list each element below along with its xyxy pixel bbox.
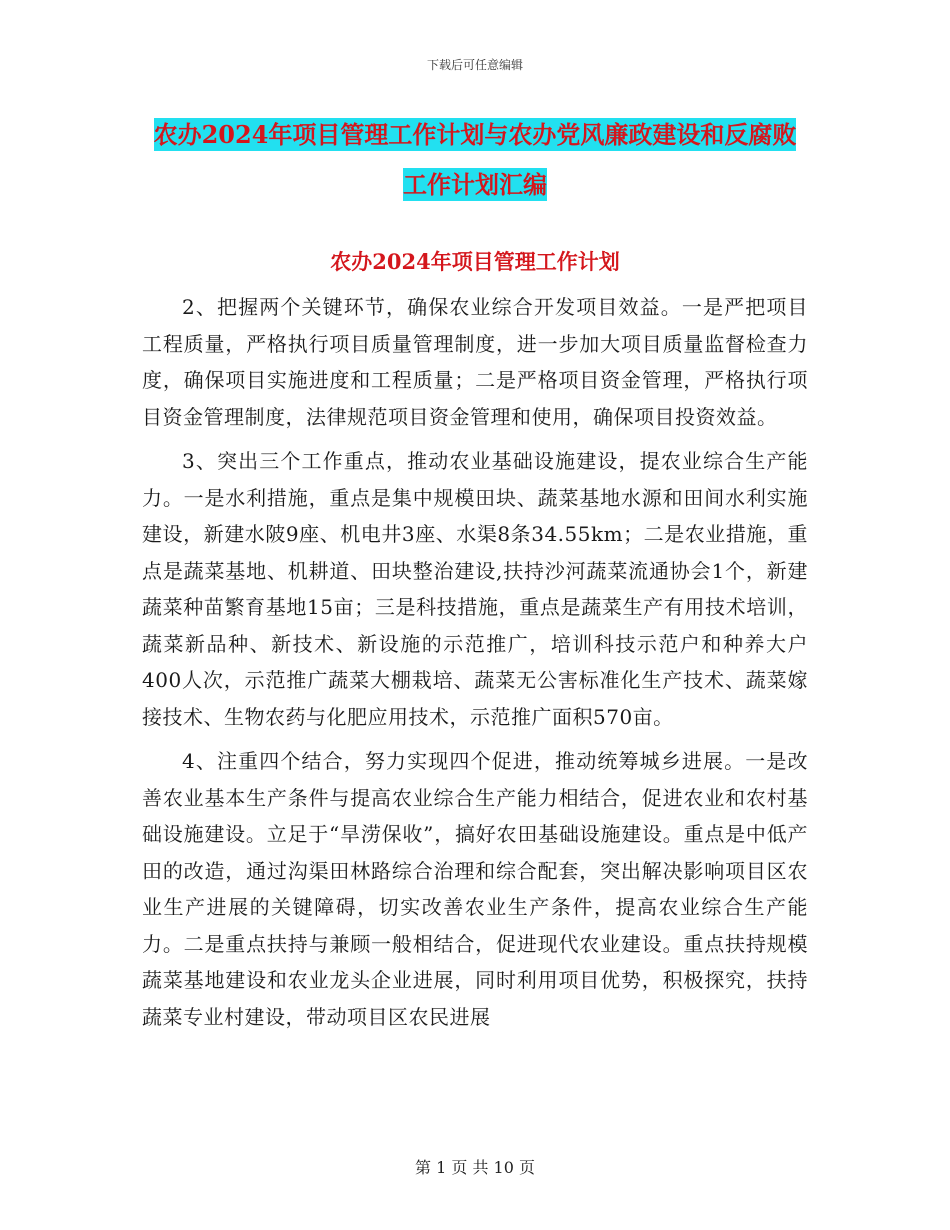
- header-note: 下载后可任意编辑: [426, 58, 523, 72]
- page-number-footer: 第 1 页 共 10 页: [415, 1158, 535, 1177]
- section-title: 农办2024年项目管理工作计划: [330, 249, 620, 274]
- document-title: [142, 110, 808, 210]
- paragraph-3: 4、注重四个结合，努力实现四个促进，推动统筹城乡进展。一是改善农业基本生产条件与提高农业综合生产能力相结合，促进农业和农村基础设施建设。立足于“旱涝保收”，搞好农田基础设施建设。重点是中低产田的改造，通过沟渠田林路综合治理和综合配套，突出解决影响项目区农业生产进展的关键障碍，切实改善农业生产条件，提高农业综合生产能力。二是重点扶持与兼顾一般相结合，促进现代农业建设。重点扶持规模蔬菜基地建设和农业龙头企业进展，同时利用项目优势，积极探究，扶持蔬菜专业村建设，带动项目区农民进展: [142, 749, 808, 1029]
- paragraph-1: 2、把握两个关键环节，确保农业综合开发项目效益。一是严把项目工程质量，严格执行项目质量管理制度，进一步加大项目质量监督检查力度，确保项目实施进度和工程质量；二是严格项目资金管理，严格执行项目资金管理制度，法律规范项目资金管理和使用，确保项目投资效益。: [142, 295, 808, 429]
- paragraph-2: 3、突出三个工作重点，推动农业基础设施建设，提农业综合生产能力。一是水利措施，重点是集中规模田块、蔬菜基地水源和田间水利实施建设，新建水陂9座、机电井3座、水渠8条34.55km；二是农业措施，重点是蔬菜基地、机耕道、田块整治建设,扶持沙河蔬菜流通协会1个，新建蔬菜种苗繁育基地15亩；三是科技措施，重点是蔬菜生产有用技术培训，蔬菜新品种、新技术、新设施的示范推广，培训科技示范户和种养大户400人次，示范推广蔬菜大棚栽培、蔬菜无公害标准化生产技术、蔬菜嫁接技术、生物农药与化肥应用技术，示范推广面积570亩。: [142, 449, 808, 729]
- document-body: [142, 289, 808, 1043]
- document-title-text: 农办2024年项目管理工作计划与农办党风廉政建设和反腐败工作计划汇编: [153, 120, 797, 199]
